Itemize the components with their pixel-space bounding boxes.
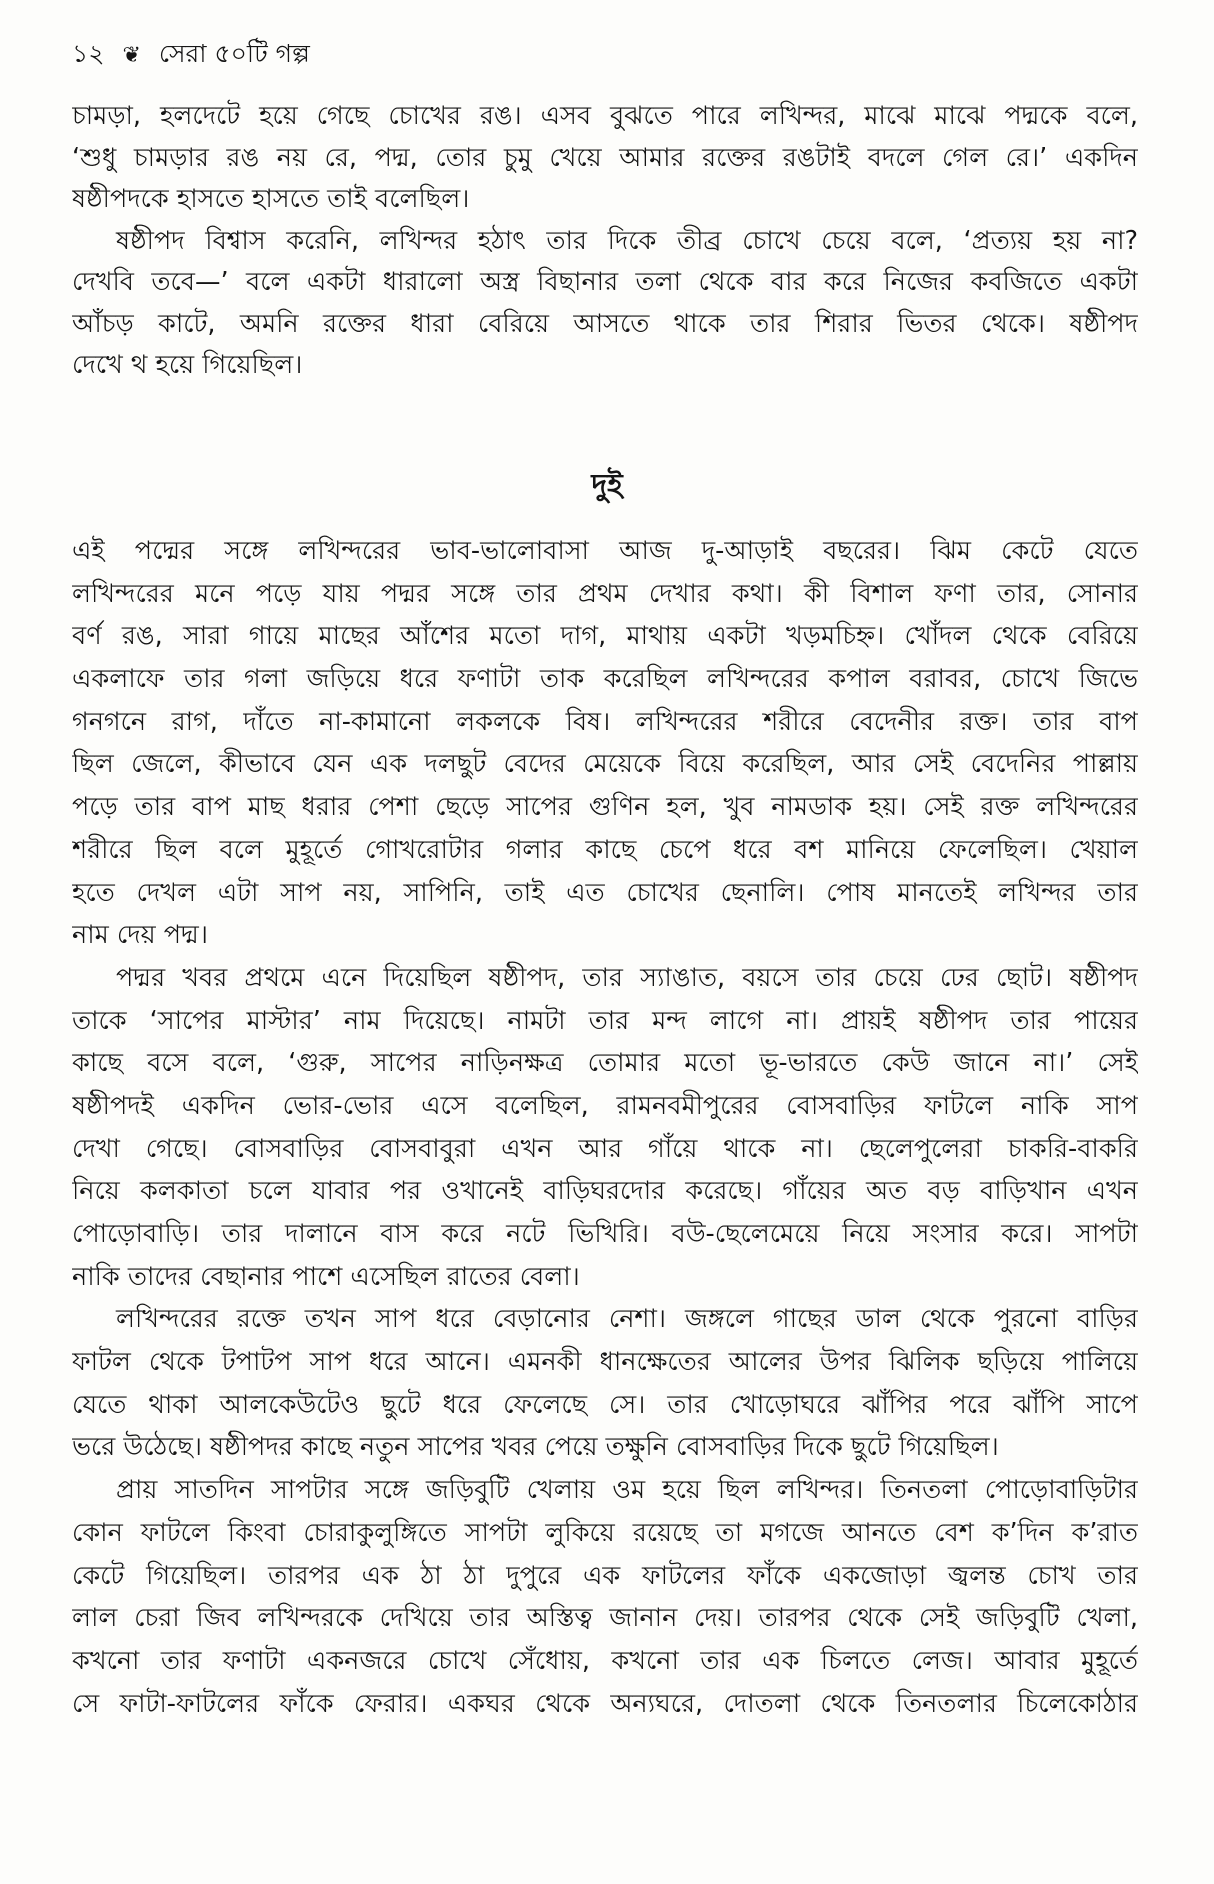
text-line: পড়ে তার বাপ মাছ ধরার পেশা ছেড়ে সাপের গুণিন হল, খুব নামডাক হয়। সেই রক্ত লখিন্দরের <box>72 792 1138 823</box>
text-line: একলাফে তার গলা জড়িয়ে ধরে ফণাটা তাক করেছিল লখিন্দরের কপাল বরাবর, চোখে জিভে <box>72 664 1138 695</box>
section-two-text <box>72 530 1138 1725</box>
text-line: পদ্মর খবর প্রথমে এনে দিয়েছিল ষষ্ঠীপদ, তার স্যাঙাত, বয়সে তার চেয়ে ঢের ছোট। ষষ্ঠীপদ <box>116 962 1138 993</box>
text-line: সে ফাটা-ফাটলের ফাঁকে ফেরার। একঘর থেকে অন্যঘরে, দোতলা থেকে তিনতলার চিলেকোঠার <box>72 1688 1138 1719</box>
paragraph <box>72 96 1138 221</box>
book-title: সেরা ৫০টি গল্প <box>158 39 310 68</box>
text-line: নাম দেয় পদ্ম। <box>72 920 208 951</box>
ornament-icon: ❦ <box>122 43 141 68</box>
running-header <box>72 36 310 74</box>
text-line: পোড়োবাড়ি। তার দালানে বাস করে নটে ভিখিরি। বউ-ছেলেমেয়ে নিয়ে সংসার করে। সাপটা <box>72 1219 1138 1249</box>
text-line: দেখা গেছে। বোসবাড়ির বোসবাবুরা এখন আর গাঁয়ে থাকে না। ছেলেপুলেরা চাকরি-বাকরি <box>72 1133 1138 1164</box>
text-line: ছিল জেলে, কীভাবে যেন এক দলছুট বেদের মেয়েকে বিয়ে করেছিল, আর সেই বেদেনির পাল্লায় <box>72 749 1138 780</box>
text-line: কাছে বসে বলে, ‘গুরু, সাপের নাড়িনক্ষত্র তোমার মতো ভূ-ভারতে কেউ জানে না।’ সেই <box>72 1048 1138 1079</box>
text-line: আঁচড় কাটে, অমনি রক্তের ধারা বেরিয়ে আসতে থাকে তার শিরার ভিতর থেকে। ষষ্ঠীপদ <box>72 308 1138 339</box>
text-line: এই পদ্মের সঙ্গে লখিন্দরের ভাব-ভালোবাসা আজ দু-আড়াই বছরের। ঝিম কেটে যেতে <box>72 536 1138 566</box>
text-line: কেটে গিয়েছিল। তারপর এক ঠা ঠা দুপুরে এক ফাটলের ফাঁকে একজোড়া জ্বলন্ত চোখ তার <box>72 1560 1138 1591</box>
text-line: ফাটল থেকে টপাটপ সাপ ধরে আনে। এমনকী ধানক্ষেতের আলের উপর ঝিলিক ছড়িয়ে পালিয়ে <box>72 1347 1138 1378</box>
paragraph <box>72 530 1138 957</box>
paragraph <box>72 1298 1138 1469</box>
text-line: ভরে উঠেছে। ষষ্ঠীপদর কাছে নতুন সাপের খবর পেয়ে তক্ষুনি বোসবাড়ির দিকে ছুটে গিয়েছিল। <box>72 1432 999 1463</box>
text-line: লখিন্দরের রক্তে তখন সাপ ধরে বেড়ানোর নেশা। জঙ্গলে গাছের ডাল থেকে পুরনো বাড়ির <box>116 1304 1138 1335</box>
text-line: কোন ফাটলে কিংবা চোরাকুলুঙ্গিতে সাপটা লুকিয়ে রয়েছে তা মগজে আনতে বেশ ক’দিন ক’রাত <box>72 1517 1138 1548</box>
text-line: চামড়া, হলদেটে হয়ে গেছে চোখের রঙ। এসব বুঝতে পারে লখিন্দর, মাঝে মাঝে পদ্মকে বলে, <box>72 101 1138 131</box>
text-line: প্রায় সাতদিন সাপটার সঙ্গে জড়িবুটি খেলায় ওম হয়ে ছিল লখিন্দর। তিনতলা পোড়োবাড়িটার <box>116 1475 1138 1506</box>
text-line: লখিন্দরের মনে পড়ে যায় পদ্মর সঙ্গে তার প্রথম দেখার কথা। কী বিশাল ফণা তার, সোনার <box>72 578 1138 609</box>
text-line: দেখবি তবে—’ বলে একটা ধারালো অস্ত্র বিছানার তলা থেকে বার করে নিজের কবজিতে একটা <box>72 267 1138 297</box>
text-line: কখনো তার ফণাটা একনজরে চোখে সেঁধোয়, কখনো তার এক চিলতে লেজ। আবার মুহূর্তে <box>72 1645 1138 1676</box>
text-line: ষষ্ঠীপদ বিশ্বাস করেনি, লখিন্দর হঠাৎ তার দিকে তীব্র চোখে চেয়ে বলে, ‘প্রত্যয় হয় না? <box>116 225 1138 256</box>
text-line: শরীরে ছিল বলে মুহূর্তে গোখরোটার গলার কাছে চেপে ধরে বশ মানিয়ে ফেলেছিল। খেয়াল <box>72 834 1138 865</box>
text-line: ষষ্ঠীপদকে হাসতে হাসতে তাই বলেছিল। <box>72 184 470 214</box>
text-line: লাল চেরা জিব লখিন্দরকে দেখিয়ে তার অস্তিত্ব জানান দেয়। তারপর থেকে সেই জড়িবুটি খেলা, <box>72 1603 1138 1634</box>
text-line: হতে দেখল এটা সাপ নয়, সাপিনি, তাই এত চোখের ছেনালি। পোষ মানতেই লখিন্দর তার <box>72 877 1138 908</box>
text-line: ষষ্ঠীপদই একদিন ভোর-ভোর এসে বলেছিল, রামনবমীপুরের বোসবাড়ির ফাটলে নাকি সাপ <box>72 1090 1138 1121</box>
text-line: ‘শুধু চামড়ার রঙ নয় রে, পদ্ম, তোর চুমু খেয়ে আমার রক্তের রঙটাই বদলে গেল রে।’ একদিন <box>72 142 1138 173</box>
text-line: যেতে থাকা আলকেউটেও ছুটে ধরে ফেলেছে সে। তার খোড়োঘরে ঝাঁপির পরে ঝাঁপি সাপে <box>72 1389 1138 1420</box>
text-line: তাকে ‘সাপের মাস্টার’ নাম দিয়েছে। নামটা তার মন্দ লাগে না। প্রায়ই ষষ্ঠীপদ তার পায়ের <box>72 1005 1138 1036</box>
paragraph <box>72 221 1138 387</box>
section-one-text <box>72 96 1138 387</box>
text-line: বর্ণ রঙ, সারা গায়ে মাছের আঁশের মতো দাগ, মাথায় একটা খড়মচিহ্ন। খোঁদল থেকে বেরিয়ে <box>72 621 1138 652</box>
text-line: নিয়ে কলকাতা চলে যাবার পর ওখানেই বাড়িঘরদোর করেছে। গাঁয়ের অত বড় বাড়িখান এখন <box>72 1176 1138 1207</box>
text-line: নাকি তাদের বেছানার পাশে এসেছিল রাতের বেলা। <box>72 1261 580 1292</box>
text-line: দেখে থ হয়ে গিয়েছিল। <box>72 350 303 380</box>
section-heading: দুই <box>591 468 623 503</box>
paragraph <box>72 1469 1138 1725</box>
paragraph <box>72 957 1138 1299</box>
page-number: ১২ <box>72 39 105 68</box>
text-line: গনগনে রাগ, দাঁতে না-কামানো লকলকে বিষ। লখিন্দরের শরীরে বেদেনীর রক্ত। তার বাপ <box>72 706 1138 737</box>
